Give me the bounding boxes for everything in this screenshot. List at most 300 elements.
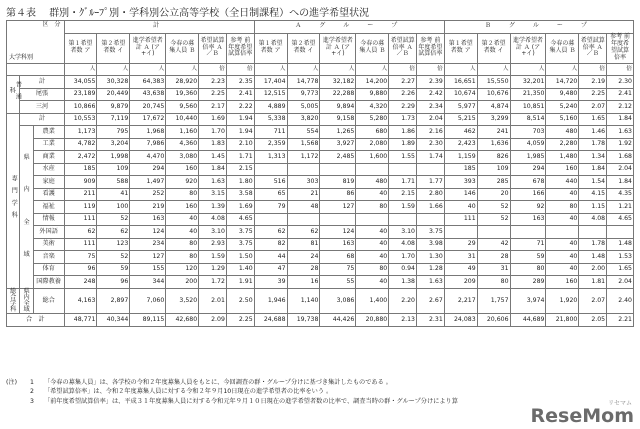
unit-cell: 人 xyxy=(356,63,389,76)
table-cell: 1.63 xyxy=(607,126,634,139)
table-cell: 124 xyxy=(130,226,166,239)
table-cell: 30,328 xyxy=(97,76,130,89)
table-cell: 185 xyxy=(444,163,477,176)
table-cell: 2.22 xyxy=(226,101,254,114)
table-cell: 89,115 xyxy=(130,314,166,327)
table-cell: 1.69 xyxy=(226,201,254,214)
table-cell: 10,440 xyxy=(166,113,199,126)
table-cell: 80 xyxy=(356,201,389,214)
table-row xyxy=(7,176,634,189)
table-cell: 554 xyxy=(287,126,320,139)
table-cell: 80 xyxy=(477,276,510,289)
table-cell: 20,449 xyxy=(97,88,130,101)
table-row xyxy=(7,138,634,151)
table-cell: 185 xyxy=(64,163,97,176)
table-cell: 440 xyxy=(546,176,579,189)
table-cell: 127 xyxy=(320,201,356,214)
table-row xyxy=(7,251,634,264)
unit-cell: 人 xyxy=(254,63,287,76)
column-header: 参考 前年度希望試算倍率 xyxy=(607,33,634,63)
table-cell: 20,745 xyxy=(130,101,166,114)
table-cell: 462 xyxy=(444,126,477,139)
table-cell: 2,485 xyxy=(320,151,356,164)
group-senmon: 専門学科 xyxy=(7,113,20,288)
row-label: 商業 xyxy=(33,151,64,164)
table-cell: 9,158 xyxy=(320,113,356,126)
table-cell: 42 xyxy=(477,238,510,251)
table-cell: 124 xyxy=(320,226,356,239)
table-cell: 1.48 xyxy=(607,238,634,251)
table-cell: 2,080 xyxy=(356,138,389,151)
table-cell: 1,636 xyxy=(477,138,510,151)
unit-cell: 倍 xyxy=(417,63,445,76)
table-cell: 294 xyxy=(510,163,546,176)
table-cell: 1,568 xyxy=(287,138,320,151)
table-cell: 155 xyxy=(130,263,166,276)
table-cell: 285 xyxy=(477,176,510,189)
table-cell xyxy=(320,163,356,176)
table-cell: 1.71 xyxy=(389,176,417,189)
table-cell: 393 xyxy=(444,176,477,189)
table-cell: 3,299 xyxy=(477,113,510,126)
table-cell: 2,897 xyxy=(97,288,130,314)
table-cell: 39 xyxy=(254,276,287,289)
table-cell: 1.45 xyxy=(199,151,227,164)
table-cell: 1,946 xyxy=(254,288,287,314)
table-cell: 2.17 xyxy=(199,101,227,114)
table-cell: 62 xyxy=(254,226,287,239)
row-label: 尾張 xyxy=(20,88,64,101)
table-cell: 21,800 xyxy=(546,314,579,327)
table-cell: 2.25 xyxy=(226,314,254,327)
row-label: 国際教養 xyxy=(33,276,64,289)
table-cell: 2,217 xyxy=(444,288,477,314)
row-label: 情報 xyxy=(33,213,64,226)
table-cell: 40 xyxy=(166,213,199,226)
table-cell: 79 xyxy=(254,201,287,214)
table-cell: 1.34 xyxy=(579,151,607,164)
table-cell: 5,240 xyxy=(546,101,579,114)
table-cell: 31 xyxy=(444,251,477,264)
table-cell: 2.05 xyxy=(579,314,607,327)
table-cell: 22,288 xyxy=(320,88,356,101)
notes xyxy=(6,378,634,406)
table-cell xyxy=(254,163,287,176)
section-group-a: Ａ グ ル ー プ xyxy=(254,21,444,34)
table-cell xyxy=(254,213,287,226)
table-cell: 40 xyxy=(356,238,389,251)
table-cell: 1,160 xyxy=(166,126,199,139)
table-cell: 2.29 xyxy=(389,101,417,114)
table-cell: 2.30 xyxy=(417,138,445,151)
table-cell: 1.63 xyxy=(199,176,227,189)
table-cell: 55 xyxy=(320,276,356,289)
table-cell: 3,927 xyxy=(320,138,356,151)
table-cell: 3.15 xyxy=(199,188,227,201)
table-cell: 2.04 xyxy=(607,276,634,289)
table-cell: 4,320 xyxy=(356,101,389,114)
table-cell: 3,086 xyxy=(320,288,356,314)
table-cell: 5,005 xyxy=(287,101,320,114)
table-cell: 146 xyxy=(444,188,477,201)
table-cell: 48 xyxy=(287,201,320,214)
table-cell: 909 xyxy=(64,176,97,189)
table-cell: 20 xyxy=(477,188,510,201)
table-cell: 480 xyxy=(546,126,579,139)
column-header: 今春の募集人員 Ｂ xyxy=(546,33,579,63)
table-cell: 211 xyxy=(64,188,97,201)
unit-cell: 倍 xyxy=(389,63,417,76)
table-cell: 4.35 xyxy=(607,188,634,201)
column-header: 第１希望者数 ア xyxy=(444,33,477,63)
table-cell: 14,720 xyxy=(546,76,579,89)
table-cell: 2.21 xyxy=(607,314,634,327)
table-cell: 31 xyxy=(477,263,510,276)
section-total: 計 xyxy=(64,21,254,34)
table-cell xyxy=(356,163,389,176)
unit-cell: 倍 xyxy=(607,63,634,76)
table-cell: 48,771 xyxy=(64,314,97,327)
row-label: 看護 xyxy=(33,188,64,201)
table-cell: 1,173 xyxy=(64,126,97,139)
table-cell: 82 xyxy=(254,238,287,251)
row-label: 体育 xyxy=(33,263,64,276)
table-cell: 2.13 xyxy=(389,314,417,327)
table-cell: 80 xyxy=(510,263,546,276)
table-cell: 344 xyxy=(130,276,166,289)
table-cell: 480 xyxy=(356,176,389,189)
row-label: 工業 xyxy=(33,138,64,151)
table-cell: 127 xyxy=(130,251,166,264)
table-cell: 49 xyxy=(444,263,477,276)
table-cell: 2.15 xyxy=(389,188,417,201)
table-cell: 44,426 xyxy=(320,314,356,327)
column-header: 第２希望者数 イ xyxy=(287,33,320,63)
table-cell: 59 xyxy=(510,251,546,264)
table-cell: 120 xyxy=(166,263,199,276)
table-cell: 23,189 xyxy=(64,88,97,101)
note-1: (注) 1 「今春の募集人員」は、各学校の令和２年度募集人員をもとに、今回調査の群・グループ分けに基づき集計したものである 。 xyxy=(6,379,392,386)
table-row xyxy=(7,263,634,276)
table-cell: 209 xyxy=(444,276,477,289)
table-cell: 1,313 xyxy=(254,151,287,164)
table-cell: 34,055 xyxy=(64,76,97,89)
table-cell: 1.80 xyxy=(226,176,254,189)
table-cell: 80 xyxy=(166,188,199,201)
table-row xyxy=(7,113,634,126)
unit-cell: 人 xyxy=(320,63,356,76)
table-cell: 52 xyxy=(477,213,510,226)
table-cell: 2,472 xyxy=(64,151,97,164)
table-cell: 1.59 xyxy=(199,251,227,264)
group-sogo-area: 県内全域 xyxy=(20,288,33,314)
table-cell: 1,159 xyxy=(444,151,477,164)
table-cell: 68 xyxy=(320,251,356,264)
unit-cell: 倍 xyxy=(226,63,254,76)
table-cell: 1.68 xyxy=(607,151,634,164)
table-cell: 16,651 xyxy=(444,76,477,89)
table-cell xyxy=(444,226,477,239)
table-cell: 2,359 xyxy=(254,138,287,151)
table-cell: 163 xyxy=(320,238,356,251)
row-label-total: 合 計 xyxy=(7,314,65,327)
table-row xyxy=(7,151,634,164)
table-cell: 160 xyxy=(166,163,199,176)
table-cell: 1.84 xyxy=(607,113,634,126)
row-label: 福祉 xyxy=(33,201,64,214)
table-cell: 2.19 xyxy=(579,76,607,89)
table-cell: 80 xyxy=(166,251,199,264)
note-3: 3 「前年度希望試算倍率」は、平成３１年度募集人員に対する令和元年９月１０日現在の進学希望者数の比率で、調査当時の群・グループ分けにより算 xyxy=(29,397,458,405)
table-cell: 1.84 xyxy=(579,163,607,176)
table-cell: 1,480 xyxy=(546,151,579,164)
table-cell: 40 xyxy=(444,201,477,214)
table-cell: 2.34 xyxy=(417,101,445,114)
section-group-b: Ｂ グ ル ー プ xyxy=(444,21,633,34)
table-cell: 2.25 xyxy=(579,88,607,101)
table-cell: 2.50 xyxy=(226,288,254,314)
table-cell: 62 xyxy=(97,226,130,239)
table-cell: 2.93 xyxy=(199,238,227,251)
table-cell xyxy=(320,213,356,226)
column-header: 参考 前年度希望試算倍率 xyxy=(417,33,445,63)
table-cell: 1,600 xyxy=(356,151,389,164)
table-cell: 4.15 xyxy=(579,188,607,201)
table-cell: 678 xyxy=(510,176,546,189)
table-cell: 289 xyxy=(510,276,546,289)
table-cell: 0.94 xyxy=(389,263,417,276)
table-cell: 1,497 xyxy=(130,176,166,189)
table-cell: 1.92 xyxy=(607,138,634,151)
table-cell: 2.20 xyxy=(389,288,417,314)
unit-cell: 人 xyxy=(546,63,579,76)
unit-spacer xyxy=(7,63,65,76)
table-cell xyxy=(510,226,546,239)
table-cell: 47 xyxy=(254,263,287,276)
table-cell: 96 xyxy=(64,263,97,276)
table-cell: 241 xyxy=(477,126,510,139)
table-cell: 109 xyxy=(97,163,130,176)
table-cell: 9,879 xyxy=(97,101,130,114)
table-row xyxy=(7,76,634,89)
table-cell: 826 xyxy=(477,151,510,164)
table-cell: 14,200 xyxy=(356,76,389,89)
table-cell: 3,520 xyxy=(166,288,199,314)
table-cell: 40 xyxy=(546,263,579,276)
table-row xyxy=(7,101,634,114)
table-cell: 52 xyxy=(97,251,130,264)
logo-text: ReseMom xyxy=(530,405,634,427)
table-cell: 5,338 xyxy=(254,113,287,126)
table-cell: 5,280 xyxy=(356,113,389,126)
table-cell: 40 xyxy=(356,251,389,264)
row-label: 総合 xyxy=(33,288,64,314)
table-row xyxy=(7,238,634,251)
table-cell: 1,140 xyxy=(287,288,320,314)
logo-sub: リセマム xyxy=(608,400,632,407)
table-cell: 1,920 xyxy=(546,288,579,314)
table-cell: 4,889 xyxy=(254,101,287,114)
table-cell: 2.35 xyxy=(226,76,254,89)
row-label: 外国語 xyxy=(33,226,64,239)
table-cell: 5,977 xyxy=(444,101,477,114)
table-cell: 1.86 xyxy=(389,126,417,139)
table-cell: 3.75 xyxy=(226,226,254,239)
table-cell: 1.46 xyxy=(579,126,607,139)
table-cell: 3,204 xyxy=(97,138,130,151)
unit-cell: 人 xyxy=(477,63,510,76)
table-cell: 252 xyxy=(130,188,166,201)
table-cell: 1.89 xyxy=(389,138,417,151)
table-cell: 10,866 xyxy=(64,101,97,114)
table-cell: 294 xyxy=(130,163,166,176)
table-cell xyxy=(389,213,417,226)
table-cell: 2.00 xyxy=(579,263,607,276)
table-cell: 2.16 xyxy=(417,126,445,139)
table-cell: 516 xyxy=(254,176,287,189)
table-cell: 2.07 xyxy=(579,288,607,314)
table-cell: 40 xyxy=(356,276,389,289)
table-row xyxy=(7,213,634,226)
table-cell: 71 xyxy=(510,238,546,251)
table-cell xyxy=(417,163,445,176)
table-cell: 1.77 xyxy=(417,176,445,189)
table-cell: 119 xyxy=(64,201,97,214)
table-cell: 3,820 xyxy=(287,113,320,126)
table-cell xyxy=(287,213,320,226)
table-cell: 1.15 xyxy=(579,201,607,214)
table-number: 第４表 xyxy=(6,8,36,19)
group-futsuka: 普通科 xyxy=(7,76,20,114)
table-cell: 86 xyxy=(320,188,356,201)
table-cell: 3.58 xyxy=(226,188,254,201)
table-cell: 1.29 xyxy=(199,263,227,276)
table-cell: 703 xyxy=(510,126,546,139)
table-cell: 80 xyxy=(546,201,579,214)
table-cell: 40 xyxy=(546,251,579,264)
table-cell: 4,059 xyxy=(510,138,546,151)
table-row xyxy=(7,288,634,314)
table-cell: 303 xyxy=(287,176,320,189)
table-cell: 2.67 xyxy=(417,288,445,314)
table-cell: 43,638 xyxy=(130,88,166,101)
table-cell: 163 xyxy=(510,213,546,226)
table-cell: 819 xyxy=(320,176,356,189)
table-cell: 44,689 xyxy=(510,314,546,327)
table-cell: 40 xyxy=(546,188,579,201)
table-cell: 9,894 xyxy=(320,101,356,114)
unit-cell: 人 xyxy=(444,63,477,76)
table-cell: 5,215 xyxy=(444,113,477,126)
data-table xyxy=(6,20,634,327)
table-cell: 1.63 xyxy=(417,276,445,289)
group-sogo: 総合学科 xyxy=(7,288,20,314)
table-cell: 62 xyxy=(287,226,320,239)
table-cell: 3.75 xyxy=(417,226,445,239)
row-label: 家庭 xyxy=(33,176,64,189)
table-cell xyxy=(477,226,510,239)
table-cell: 1.40 xyxy=(226,263,254,276)
table-cell: 2.40 xyxy=(607,288,634,314)
column-header: 希望試算倍率 Ａ／Ｂ xyxy=(579,33,607,63)
daigakka-label: 大学科別 xyxy=(9,53,34,61)
table-cell: 4.08 xyxy=(389,238,417,251)
table-cell: 10,851 xyxy=(510,101,546,114)
table-cell: 1.66 xyxy=(417,201,445,214)
table-cell: 9,560 xyxy=(166,101,199,114)
table-cell: 1,172 xyxy=(287,151,320,164)
table-cell: 1.21 xyxy=(607,201,634,214)
table-cell: 1.65 xyxy=(607,263,634,276)
notes-lead: (注) xyxy=(6,379,18,386)
table-cell: 15,550 xyxy=(477,76,510,89)
table-cell: 111 xyxy=(64,213,97,226)
table-cell xyxy=(389,163,417,176)
column-header: 今春の募集人員 Ｂ xyxy=(166,33,199,63)
table-cell: 28,920 xyxy=(166,76,199,89)
table-cell: 29 xyxy=(444,238,477,251)
table-cell: 32,182 xyxy=(320,76,356,89)
table-row xyxy=(7,226,634,239)
table-cell: 21,350 xyxy=(510,88,546,101)
table-cell: 2.10 xyxy=(226,138,254,151)
table-cell xyxy=(579,226,607,239)
table-cell: 4,874 xyxy=(477,101,510,114)
table-cell xyxy=(417,213,445,226)
column-header: 第１希望者数 ア xyxy=(64,33,97,63)
table-cell: 1.83 xyxy=(199,138,227,151)
table-cell: 17,672 xyxy=(130,113,166,126)
table-cell: 28 xyxy=(287,263,320,276)
table-cell: 1.65 xyxy=(579,113,607,126)
table-cell: 1.81 xyxy=(579,276,607,289)
table-cell: 32,201 xyxy=(510,76,546,89)
table-cell: 163 xyxy=(130,213,166,226)
table-cell: 1.84 xyxy=(199,163,227,176)
unit-cell: 人 xyxy=(130,63,166,76)
table-cell: 1.53 xyxy=(607,251,634,264)
table-cell: 80 xyxy=(166,238,199,251)
resemom-logo xyxy=(530,400,634,427)
table-cell: 200 xyxy=(166,276,199,289)
table-cell: 1.84 xyxy=(607,176,634,189)
table-cell xyxy=(546,226,579,239)
table-cell xyxy=(287,163,320,176)
table-cell: 3,080 xyxy=(166,151,199,164)
kubun-label: 区 分 xyxy=(42,21,61,28)
column-header: 希望試算倍率 Ａ／Ｂ xyxy=(199,33,227,63)
table-cell: 19,360 xyxy=(166,88,199,101)
table-cell: 1.39 xyxy=(199,201,227,214)
table-cell: 1,985 xyxy=(510,151,546,164)
table-cell: 1.72 xyxy=(199,276,227,289)
unit-cell: 人 xyxy=(166,63,199,76)
table-cell: 40,344 xyxy=(97,314,130,327)
table-cell: 166 xyxy=(510,188,546,201)
table-cell: 1,998 xyxy=(97,151,130,164)
table-cell: 40 xyxy=(166,226,199,239)
table-cell: 2.80 xyxy=(417,188,445,201)
table-cell: 44 xyxy=(254,251,287,264)
table-cell: 2.41 xyxy=(607,88,634,101)
table-cell: 234 xyxy=(130,238,166,251)
corner-header xyxy=(7,21,65,64)
table-cell: 160 xyxy=(546,163,579,176)
table-cell: 10,674 xyxy=(444,88,477,101)
table-cell: 52 xyxy=(477,201,510,214)
table-cell: 64,383 xyxy=(130,76,166,89)
table-cell: 7,119 xyxy=(97,113,130,126)
